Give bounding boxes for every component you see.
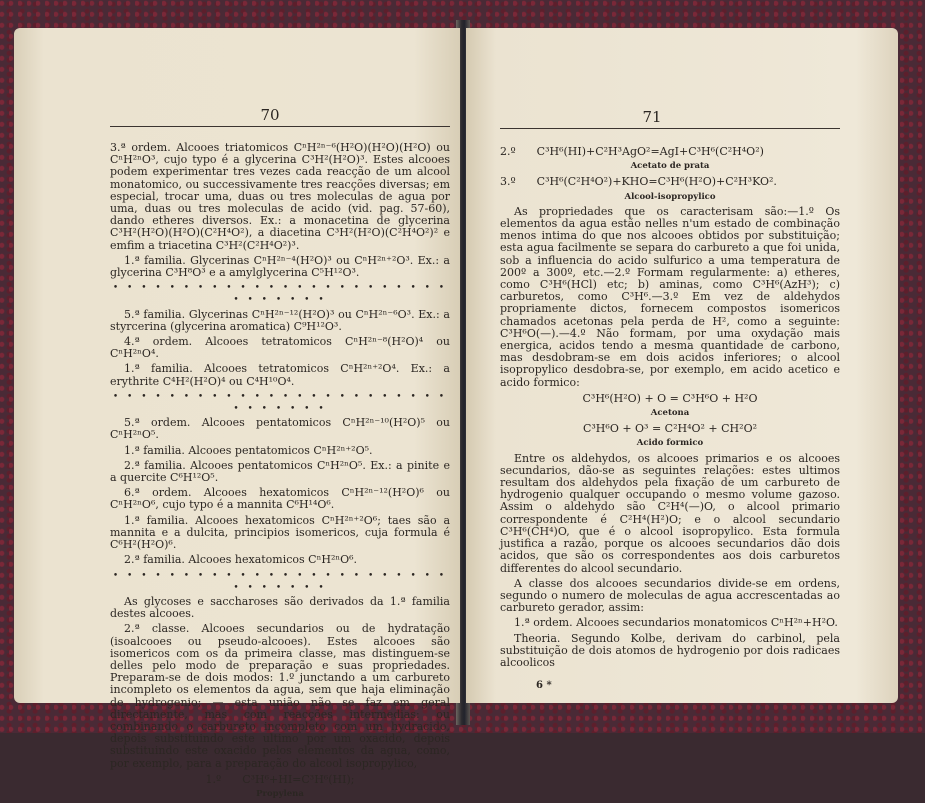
paragraph: 1.ª familia. Alcooes tetratomicos CⁿH²ⁿ⁺²O⁴. Ex.: a erythrite C⁴H²(H²O)⁴ ou C⁴H¹⁰O⁴. (110, 362, 450, 388)
header-rule (500, 128, 840, 129)
paragraph: 5.ª familia. Glycerinas CⁿH²ⁿ⁻¹²(H²O)³ ou CⁿH²ⁿ⁻⁶O³. Ex.: a styrcerina (glycerina aromatica) C⁹H¹²O³. (110, 307, 450, 333)
equation (500, 176, 840, 188)
left-page (14, 28, 460, 799)
paragraph: 1.ª familia. Glycerinas CⁿH²ⁿ⁻⁴(H²O)³ ou CⁿH²ⁿ⁺²O³. Ex.: a glycerina C³H⁸O³ e a amylglycerina C⁵H¹²O³. (110, 253, 450, 280)
ellipsis-divider: • • • • • • • • • • • • • • • • • • • • • • • • • • • • • • • (112, 391, 448, 415)
paragraph: 1.ª familia. Alcooes pentatomicos CⁿH²ⁿ⁺²O⁵. (124, 443, 373, 457)
equation-formula: C³H⁶(C²H⁴O²)+KHO=C³H⁶(H²O)+C²H³KO². (536, 175, 777, 189)
right-text-block (500, 142, 840, 672)
page-number: 70 (260, 106, 280, 124)
paragraph: 2.ª familia. Alcooes hexatomicos CⁿH²ⁿO⁶. (124, 553, 358, 567)
equation-caption: Acetona (650, 408, 690, 419)
paragraph: As propriedades que os caracterisam são:—1.º Os elementos da agua estão nelles n'um estado de combinação menos intima do que nos alcooes obtidos por substituição; esta agua facilmente se separa do carbureto a que foi unida, sob a influencia do acido sulfurico a uma temperatura de 200º a 300º, etc.—2.º Formam regularmente: a) etheres, como C³H⁶(HCl) etc; b) aminas, como C³H⁶(AzH³); c) carburetos, como C³H⁶.—3.º Em vez de aldehydos propriamente dictos, fornecem compostos isomericos chamados acetonas pela perda de H², como a seguinte: C³H⁶O(—).—4.º Não formam, por uma oxydação mais energica, acidos tendo a mesma quantidade de carbono, mas desdobram-se em dois acidos inferiores; o alcool isopropylico desdobra-se, por exemplo, em acido acetico e acido formico: (500, 204, 840, 389)
ellipsis-divider: • • • • • • • • • • • • • • • • • • • • • • • • • • • • • • • (112, 570, 448, 593)
equation-label: 1.º (205, 772, 222, 786)
equation-label: 2.º (500, 145, 516, 158)
paragraph: As glycoses e saccharoses são derivados da 1.ª familia destes alcooes. (110, 594, 450, 621)
equation-label: 3.º (500, 175, 516, 189)
paragraph: 5.ª ordem. Alcooes pentatomicos CⁿH²ⁿ⁻¹⁰(H²O)⁵ ou CⁿH²ⁿO⁵. (110, 416, 450, 442)
equation-caption: Propylena (256, 788, 304, 799)
paragraph: 4.ª ordem. Alcooes tetratomicos CⁿH²ⁿ⁻⁸(H²O)⁴ ou CⁿH²ⁿO⁴. (110, 335, 450, 361)
equation-caption: Acetato de prata (630, 161, 710, 172)
paragraph: 2.ª classe. Alcooes secundarios ou de hydratação (isoalcooes ou pseudo-alcooes). Estes alcooes são isomericos com os da primeira classe, mas distinguem-se delles pelo modo de preparação e suas propriedades. Preparam-se de dois modos: 1.º junctando a um carbureto incompleto os elementos da agua, sem que haja eliminação de hydrogenio; — esta união não se faz em geral directamente, mas com reacções intermedias: ou combinando o carbureto incompleto com um hydracido, depois substituindo este ultimo por um oxacido, depois substituindo este oxacido pelos elementos da agua, como, por exemplo, para a preparação do alcool isopropylico, (110, 622, 450, 770)
equation: C³H⁶(H²O) + O = C³H⁶O + H²O (582, 391, 758, 405)
paragraph: Theoria. Segundo Kolbe, derivam do carbinol, pela substituição de dois atomos de hydrogenio por dois radicaes alcoolicos (500, 631, 840, 669)
equation-formula: C³H⁶+HI=C³H⁶(HI); (242, 772, 355, 786)
page-number: 71 (642, 108, 662, 126)
equation-caption: Acido formico (636, 438, 704, 449)
equation (500, 146, 840, 158)
equation-caption: Alcool-isopropylico (624, 191, 716, 202)
signature-mark: 6 * (536, 680, 552, 691)
header-rule (110, 126, 450, 127)
equation (110, 774, 450, 786)
paragraph: A classe dos alcooes secundarios divide-se em ordens, segundo o numero de moleculas de agua accrescentadas ao carbureto gerador, assim: (500, 576, 840, 615)
right-page (466, 28, 898, 703)
left-text-block (110, 142, 450, 803)
equation-formula: C³H⁶(HI)+C²H³AgO²=AgI+C³H⁶(C²H⁴O²) (536, 145, 764, 158)
ellipsis-divider: • • • • • • • • • • • • • • • • • • • • • • • • • • • • • • • (112, 283, 448, 306)
paragraph: 6.ª ordem. Alcooes hexatomicos CⁿH²ⁿ⁻¹²(H²O)⁶ ou CⁿH²ⁿO⁶, cujo typo é a mannita C⁶H¹⁴O⁶. (110, 486, 450, 512)
paragraph: 3.ª ordem. Alcooes triatomicos CⁿH²ⁿ⁻⁶(H²O)(H²O)(H²O) ou CⁿH²ⁿO³, cujo typo é a glycerina C³H²(H²O)³. Estes alcooes podem experimentar tres vezes cada reacção de um alcool monatomico, ou successivamente tres reacções diversas; em especial, trocar uma, duas ou tres moleculas de agua por uma, duas ou tres moleculas de acido (vid. pag. 57-60), dando etheres diversos. Ex.: a monacetina de glycerina C³H²(H²O)(H²O)(C²H⁴O²), a diacetina C³H²(H²O)(C²H⁴O²)² e emfim a triacetina C³H²(C²H⁴O²)³. (110, 141, 450, 252)
paragraph: Entre os aldehydos, os alcooes primarios e os alcooes secundarios, dão-se as seguintes relações: estes ultimos resultam dos aldehydos pela fixação de um carbureto de hydrogenio qualquer occupando o mesmo volume gazoso. Assim o aldehydo são C²H⁴(—)O, o alcool primario correspondente é C²H⁴(H²)O; e o alcool secundario C³H⁶(CH⁴)O, que é o alcool isopropylico. Esta formula justifica a razão, porque os alcooes secundarios dão dois acidos, que são os correspondentes aos dois carburetos differentes do alcool secundario. (500, 451, 840, 575)
equation: C³H⁶O + O³ = C²H⁴O² + CH²O² (582, 422, 757, 436)
paragraph: 1.ª familia. Alcooes hexatomicos CⁿH²ⁿ⁺²O⁶; taes são a mannita e a dulcita, principios isomericos, cuja formula é C⁶H²(H²O)⁶. (110, 513, 450, 552)
paragraph: 1.ª ordem. Alcooes secundarios monatomicos CⁿH²ⁿ+H²O. (514, 616, 838, 630)
paragraph: 2.ª familia. Alcooes pentatomicos CⁿH²ⁿO⁵. Ex.: a pinite e a quercite C⁶H¹²O⁵. (110, 458, 450, 485)
